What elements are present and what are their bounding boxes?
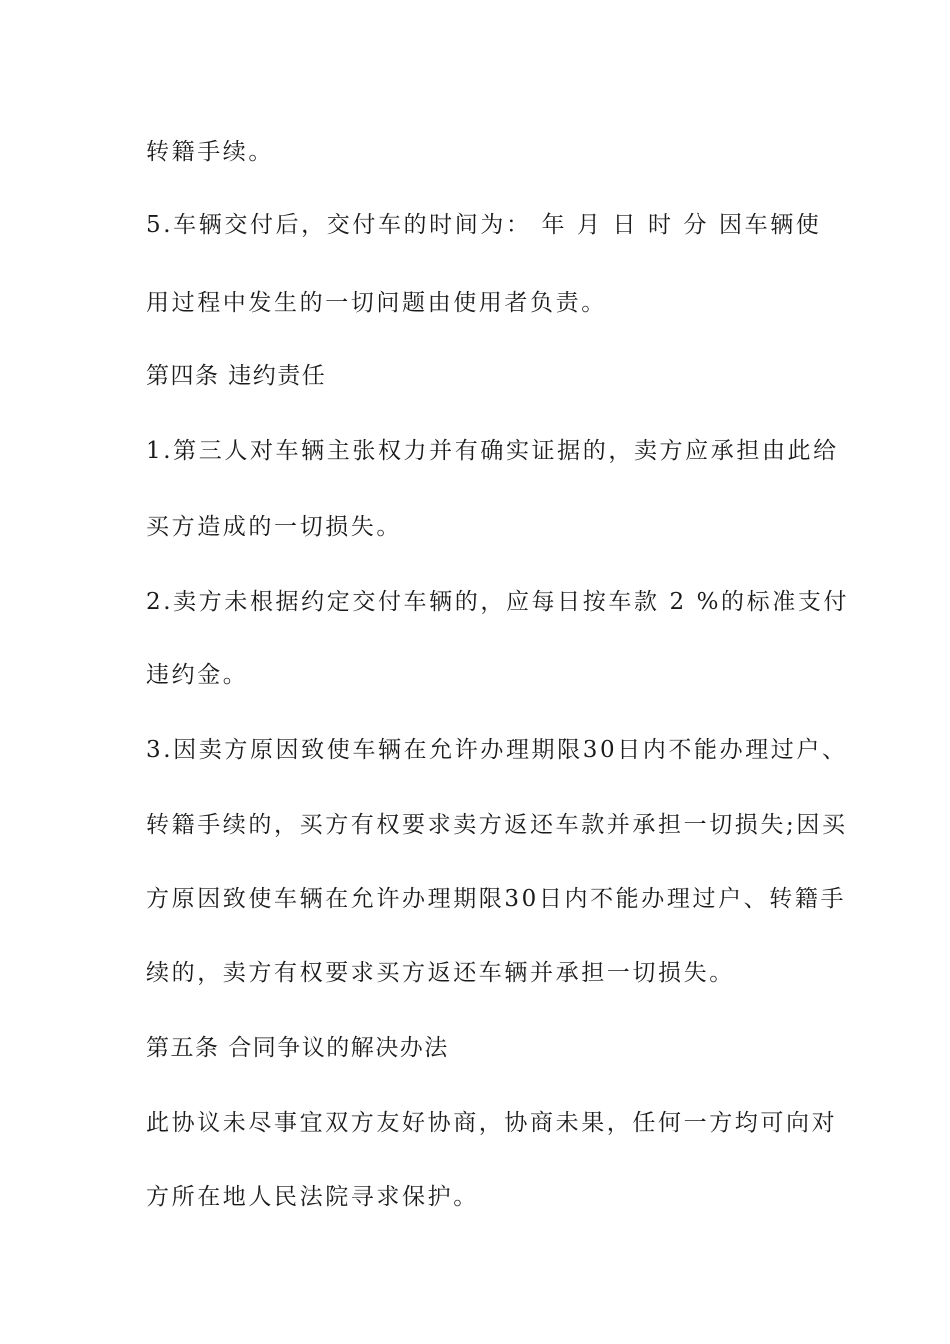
- paragraph-line: 续的，卖方有权要求买方返还车辆并承担一切损失。: [146, 960, 735, 986]
- paragraph-line: 1.第三人对车辆主张权力并有确实证据的，卖方应承担由此给: [146, 438, 839, 464]
- paragraph-line: 买方造成的一切损失。: [146, 514, 402, 540]
- paragraph-line: 5.车辆交付后，交付车的时间为： 年 月 日 时 分 因车辆使: [146, 212, 822, 238]
- paragraph-line: 违约金。: [146, 662, 249, 688]
- paragraph-line: 方原因致使车辆在允许办理期限30日内不能办理过户、转籍手: [146, 886, 847, 912]
- paragraph-line: 此协议未尽事宜双方友好协商，协商未果，任何一方均可向对: [146, 1110, 838, 1136]
- section-heading-article-5: 第五条 合同争议的解决办法: [146, 1035, 449, 1061]
- paragraph-line: 2.卖方未根据约定交付车辆的，应每日按车款 2 %的标准支付: [146, 589, 850, 615]
- paragraph-line: 转籍手续。: [146, 139, 274, 165]
- section-heading-article-4: 第四条 违约责任: [146, 363, 327, 389]
- paragraph-line: 转籍手续的，买方有权要求卖方返还车款并承担一切损失;因买: [146, 812, 848, 838]
- paragraph-line: 3.因卖方原因致使车辆在允许办理期限30日内不能办理过户、: [146, 737, 848, 763]
- paragraph-line: 方所在地人民法院寻求保护。: [146, 1184, 479, 1210]
- paragraph-line: 用过程中发生的一切问题由使用者负责。: [146, 290, 607, 316]
